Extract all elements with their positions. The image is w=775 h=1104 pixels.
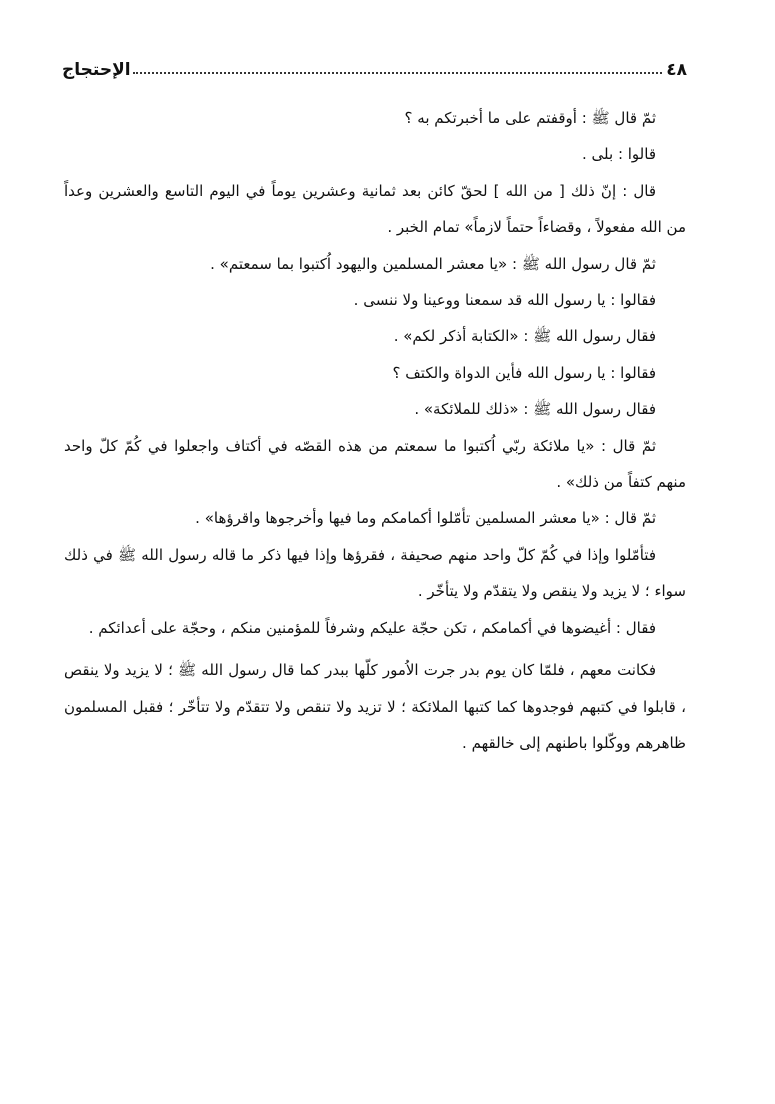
paragraph-10: ثمّ قال : «يا معشر المسلمين تأمّلوا أكمامكم وما فيها وأخرجوها واقرؤها» . [195,509,656,528]
paragraph-6: فقال رسول الله ﷺ : «الكتابة أذكر لكم» . [393,327,656,346]
running-title: الإحتجاج [62,60,131,80]
page-header [62,44,687,80]
paragraph-12: فقال : أغيضوها في أكمامكم ، تكن حجّة عليكم وشرفاً للمؤمنين منكم ، وحجّة على أعدائكم . [88,618,656,637]
page-number: ٤٨ [666,60,687,80]
dotted-leader [133,71,663,74]
paragraph-4: ثمّ قال رسول الله ﷺ : «يا معشر المسلمين واليهود اُكتبوا بما سمعتم» . [210,254,656,273]
paragraph-5: فقالوا : يا رسول الله قد سمعنا ووعينا ولا ننسى . [353,291,656,310]
paragraph-1: ثمّ قال ﷺ : أوقفتم على ما أخبرتكم به ؟ [404,109,656,127]
page-body [64,100,686,761]
paragraph-2: قالوا : بلى . [582,145,656,164]
paragraph-7: فقالوا : يا رسول الله فأين الدواة والكتف ؟ [392,363,656,382]
paragraph-3: قال : إنّ ذلك [ من الله ] لحقّ كائن بعد ثمانية وعشرين يوماً في اليوم التاسع والعشرين وعداً من الله مفعولاً ، وقضاءاً حتماً لازماً» تمام الخبر . [64,181,686,237]
paragraph-13: فكانت معهم ، فلمّا كان يوم بدر جرت الاُمور كلّها ببدر كما قال رسول الله ﷺ ؛ لا يزيد ولا ينقص ، قابلوا في كتبهم فوجدوها كما كتبها الملائكة ؛ لا تزيد ولا تنقص ولا تتقدّم ولا تتأخّر ؛ فقبل المسلمون ظاهرهم ووكّلوا باطنهم إلى خالقهم . [64,661,686,752]
paragraph-8: فقال رسول الله ﷺ : «ذلك للملائكة» . [414,400,656,419]
paragraph-11: فتأمّلوا وإذا في كُمّ كلّ واحد منهم صحيفة ، فقرؤها وإذا فيها ذكر ما قاله رسول الله ﷺ في ذلك سواء ؛ لا يزيد ولا ينقص ولا يتقدّم ولا يتأخّر . [64,545,686,601]
paragraph-9: ثمّ قال : «يا ملائكة ربّي اُكتبوا ما سمعتم من هذه القصّه في أكتاف واجعلوا في كُمّ كلّ واحد منهم كتفاً من ذلك» . [64,436,686,492]
